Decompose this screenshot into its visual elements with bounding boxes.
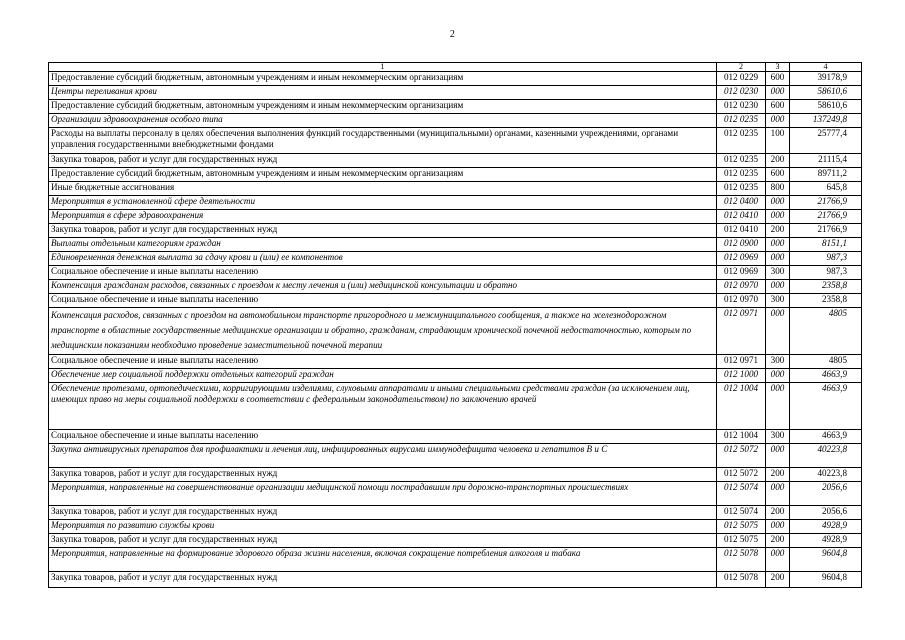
row-amount: 58610,6	[790, 100, 862, 114]
row-amount: 645,8	[790, 182, 862, 196]
table-row	[49, 196, 862, 210]
row-code: 012 0235	[717, 168, 766, 182]
header-col-4: 4	[790, 63, 862, 72]
row-type-code: 200	[766, 154, 790, 168]
row-amount: 4805	[790, 355, 862, 369]
row-amount: 987,3	[790, 266, 862, 280]
table-row	[49, 266, 862, 280]
row-amount: 40223,8	[790, 468, 862, 482]
row-description: Социальное обеспечение и иные выплаты населению	[49, 355, 717, 369]
row-code: 012 0229	[717, 72, 766, 86]
row-type-code: 000	[766, 252, 790, 266]
table-row	[49, 294, 862, 308]
row-code: 012 0971	[717, 355, 766, 369]
row-amount: 21766,9	[790, 196, 862, 210]
row-type-code: 600	[766, 168, 790, 182]
row-type-code: 800	[766, 182, 790, 196]
row-type-code: 300	[766, 430, 790, 444]
row-amount: 2358,8	[790, 280, 862, 294]
row-amount: 40223,8	[790, 444, 862, 468]
table-row	[49, 168, 862, 182]
table-row	[49, 280, 862, 294]
row-code: 012 5074	[717, 506, 766, 520]
row-amount: 4663,9	[790, 430, 862, 444]
row-description: Иные бюджетные ассигнования	[49, 182, 717, 196]
row-description: Закупка товаров, работ и услуг для государственных нужд	[49, 468, 717, 482]
row-amount: 9604,8	[790, 548, 862, 572]
table-row	[49, 444, 862, 468]
row-description: Компенсация гражданам расходов, связанных с проездом к месту лечения и (или) медицинской консультации и обратно	[49, 280, 717, 294]
row-description: Мероприятия по развитию службы крови	[49, 520, 717, 534]
row-amount: 39178,9	[790, 72, 862, 86]
row-description: Закупка товаров, работ и услуг для государственных нужд	[49, 224, 717, 238]
row-description: Закупка товаров, работ и услуг для государственных нужд	[49, 506, 717, 520]
row-description: Закупка товаров, работ и услуг для государственных нужд	[49, 534, 717, 548]
header-col-2: 2	[717, 63, 766, 72]
row-amount: 21115,4	[790, 154, 862, 168]
row-code: 012 0900	[717, 238, 766, 252]
row-amount: 4663,9	[790, 369, 862, 383]
row-description: Социальное обеспечение и иные выплаты населению	[49, 430, 717, 444]
row-type-code: 200	[766, 468, 790, 482]
row-amount: 4805	[790, 308, 862, 355]
row-description: Мероприятия, направленные на совершенствование организации медицинской помощи пострадавшим при дорожно-транспортных происшествиях	[49, 482, 717, 506]
header-col-1: 1	[49, 63, 717, 72]
table-row	[49, 520, 862, 534]
table-row	[49, 210, 862, 224]
table-row	[49, 534, 862, 548]
table-row	[49, 238, 862, 252]
row-code: 012 0235	[717, 114, 766, 128]
row-type-code: 000	[766, 114, 790, 128]
row-description: Организации здравоохранения особого типа	[49, 114, 717, 128]
row-amount: 8151,1	[790, 238, 862, 252]
row-description: Закупка товаров, работ и услуг для государственных нужд	[49, 572, 717, 588]
table-row	[49, 308, 862, 355]
row-code: 012 0230	[717, 100, 766, 114]
row-amount: 987,3	[790, 252, 862, 266]
row-type-code: 600	[766, 100, 790, 114]
row-description: Обеспечение мер социальной поддержки отдельных категорий граждан	[49, 369, 717, 383]
row-type-code: 000	[766, 280, 790, 294]
row-description: Социальное обеспечение и иные выплаты населению	[49, 294, 717, 308]
row-code: 012 0971	[717, 308, 766, 355]
row-code: 012 5074	[717, 482, 766, 506]
row-description: Мероприятия в сфере здравоохранения	[49, 210, 717, 224]
table-row	[49, 548, 862, 572]
row-code: 012 5078	[717, 572, 766, 588]
row-type-code: 000	[766, 520, 790, 534]
row-description: Предоставление субсидий бюджетным, автономным учреждениям и иным некоммерческим организациям	[49, 100, 717, 114]
row-code: 012 0970	[717, 280, 766, 294]
row-type-code: 200	[766, 224, 790, 238]
table-row	[49, 482, 862, 506]
row-code: 012 0410	[717, 224, 766, 238]
row-type-code: 200	[766, 572, 790, 588]
row-type-code: 200	[766, 534, 790, 548]
row-code: 012 5072	[717, 444, 766, 468]
table-row	[49, 224, 862, 238]
table-row	[49, 86, 862, 100]
row-description: Центры переливания крови	[49, 86, 717, 100]
row-code: 012 0235	[717, 182, 766, 196]
row-amount: 25777,4	[790, 128, 862, 154]
row-description: Закупка антивирусных препаратов для профилактики и лечения лиц, инфицированных вирусами иммунодефицита человека и гепатитов В и С	[49, 444, 717, 468]
row-code: 012 5075	[717, 534, 766, 548]
row-amount: 4928,9	[790, 534, 862, 548]
table-row	[49, 128, 862, 154]
row-description: Обеспечение протезами, ортопедическими, корригирующими изделиями, слуховыми аппаратами и иными специальными средствами граждан (за исключением лиц, имеющих право на меры социальной поддержки в соответствии с федеральным законодательством) по заключению врачей	[49, 383, 717, 430]
row-description: Мероприятия в установленной сфере деятельности	[49, 196, 717, 210]
row-amount: 21766,9	[790, 224, 862, 238]
row-code: 012 0235	[717, 154, 766, 168]
row-code: 012 0969	[717, 252, 766, 266]
row-description: Социальное обеспечение и иные выплаты населению	[49, 266, 717, 280]
row-type-code: 000	[766, 196, 790, 210]
table-row	[49, 369, 862, 383]
row-amount: 89711,2	[790, 168, 862, 182]
row-code: 012 1000	[717, 369, 766, 383]
row-amount: 2056,6	[790, 506, 862, 520]
table-row	[49, 182, 862, 196]
row-description: Предоставление субсидий бюджетным, автономным учреждениям и иным некоммерческим организациям	[49, 168, 717, 182]
row-type-code: 200	[766, 506, 790, 520]
row-type-code: 000	[766, 86, 790, 100]
table-row	[49, 114, 862, 128]
row-code: 012 5072	[717, 468, 766, 482]
budget-table	[48, 62, 862, 588]
row-code: 012 0969	[717, 266, 766, 280]
row-description: Предоставление субсидий бюджетным, автономным учреждениям и иным некоммерческим организациям	[49, 72, 717, 86]
row-code: 012 0410	[717, 210, 766, 224]
table-row	[49, 72, 862, 86]
row-type-code: 000	[766, 482, 790, 506]
table-row	[49, 430, 862, 444]
table-row	[49, 468, 862, 482]
row-type-code: 300	[766, 294, 790, 308]
table-row	[49, 355, 862, 369]
row-description: Единовременная денежная выплата за сдачу крови и (или) ее компонентов	[49, 252, 717, 266]
table-row	[49, 506, 862, 520]
row-type-code: 000	[766, 383, 790, 430]
row-amount: 4663,9	[790, 383, 862, 430]
table-row	[49, 252, 862, 266]
row-code: 012 0235	[717, 128, 766, 154]
row-type-code: 300	[766, 355, 790, 369]
row-type-code: 000	[766, 548, 790, 572]
row-description: Выплаты отдельным категориям граждан	[49, 238, 717, 252]
row-type-code: 300	[766, 266, 790, 280]
row-description: Мероприятия, направленные на формирование здорового образа жизни населения, включая сокращение потребления алкоголя и табака	[49, 548, 717, 572]
table-row	[49, 572, 862, 588]
row-amount: 2056,6	[790, 482, 862, 506]
row-type-code: 000	[766, 238, 790, 252]
row-type-code: 100	[766, 128, 790, 154]
row-code: 012 1004	[717, 383, 766, 430]
row-description: Закупка товаров, работ и услуг для государственных нужд	[49, 154, 717, 168]
row-type-code: 000	[766, 210, 790, 224]
row-amount: 9604,8	[790, 572, 862, 588]
row-code: 012 5078	[717, 548, 766, 572]
row-type-code: 600	[766, 72, 790, 86]
row-code: 012 0970	[717, 294, 766, 308]
row-amount: 2358,8	[790, 294, 862, 308]
row-amount: 21766,9	[790, 210, 862, 224]
row-description: Компенсация расходов, связанных с проездом на автомобильном транспорте пригородного и межмуниципального сообщения, а также на железнодорожном транспорте в областные государственные медицинские организации и обратно, гражданам, страдающим хронической почечной недостаточностью, которым по медицинским показаниям необходимо проведение заместительной почечной терапии	[49, 308, 717, 355]
page-number: 2	[449, 29, 456, 40]
row-code: 012 1004	[717, 430, 766, 444]
row-amount: 58610,6	[790, 86, 862, 100]
table-header-row	[49, 63, 862, 72]
row-code: 012 0230	[717, 86, 766, 100]
row-amount: 137249,8	[790, 114, 862, 128]
row-description: Расходы на выплаты персоналу в целях обеспечения выполнения функций государственными (муниципальными) органами, казенными учреждениями, органами управления государственными внебюджетными фондами	[49, 128, 717, 154]
table-row	[49, 100, 862, 114]
row-code: 012 5075	[717, 520, 766, 534]
table-row	[49, 154, 862, 168]
row-amount: 4928,9	[790, 520, 862, 534]
table-row	[49, 383, 862, 430]
row-type-code: 000	[766, 308, 790, 355]
row-code: 012 0400	[717, 196, 766, 210]
row-type-code: 000	[766, 369, 790, 383]
row-type-code: 000	[766, 444, 790, 468]
header-col-3: 3	[766, 63, 790, 72]
